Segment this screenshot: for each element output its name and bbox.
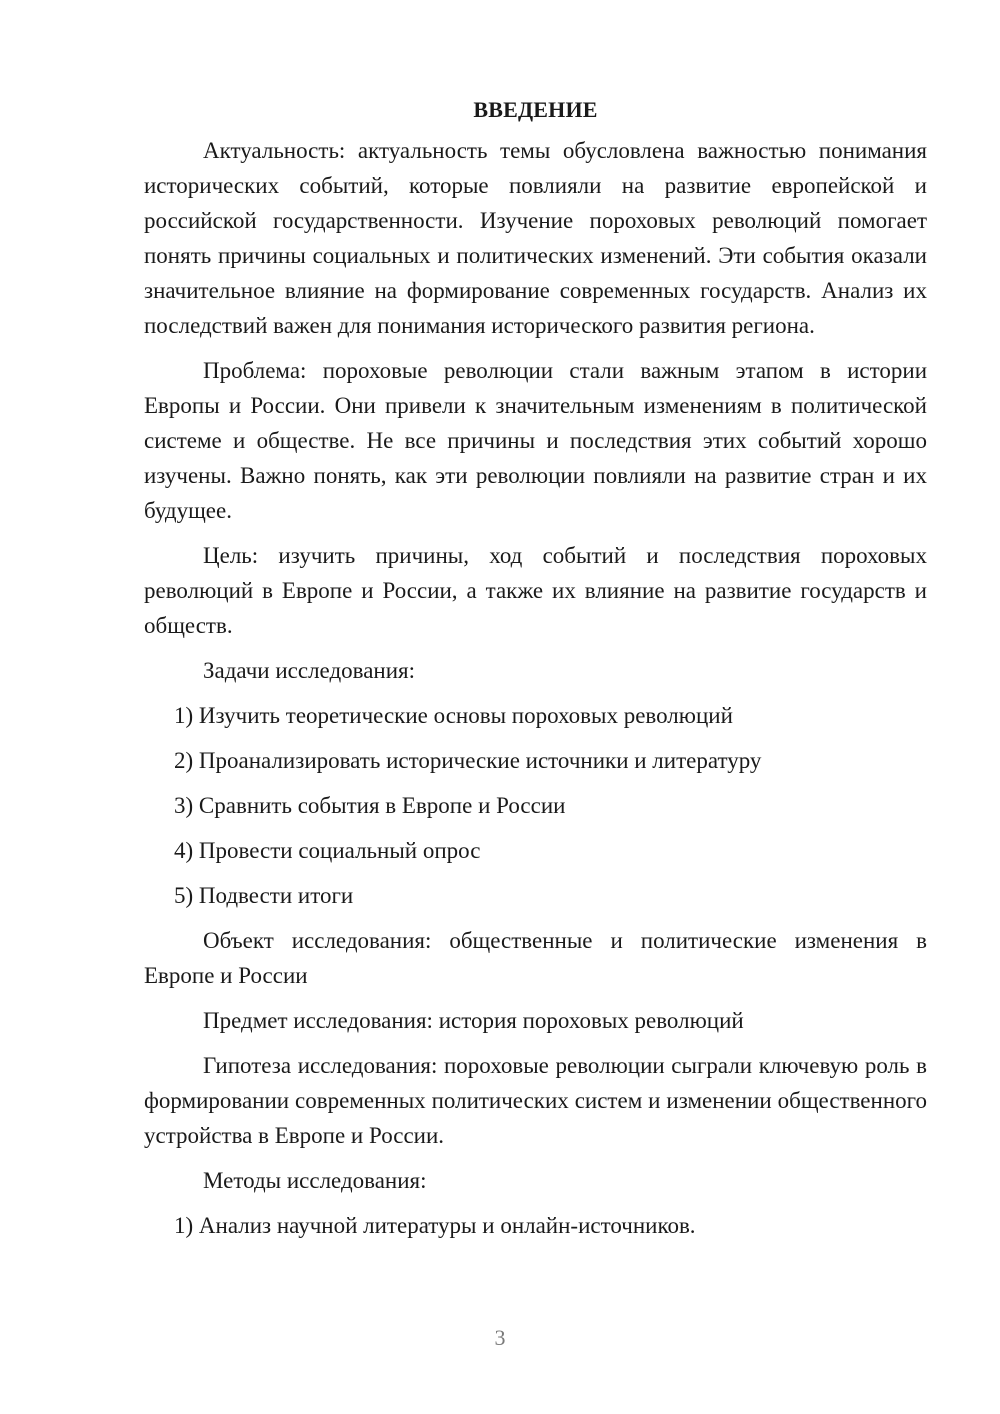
task-item: 3) Сравнить события в Европе и России	[174, 793, 566, 818]
relevance-paragraph: Актуальность: актуальность темы обусловлена важностью понимания исторических событий, которые повлияли на развитие европейской и российской государственности. Изучение пороховых революций помогает понять причины социальных и политических изменений. Эти события оказали значительное влияние на формирование современных государств. Анализ их последствий важен для понимания исторического развития региона.	[144, 138, 927, 338]
hypothesis-paragraph: Гипотеза исследования: пороховые революции сыграли ключевую роль в формировании современных политических систем и изменении общественного устройства в Европе и России.	[144, 1053, 927, 1148]
page-title: ВВЕДЕНИЕ	[473, 97, 598, 122]
subject-paragraph: Предмет исследования: история пороховых революций	[203, 1008, 744, 1033]
methods-heading: Методы исследования:	[203, 1168, 427, 1193]
document-page	[144, 92, 927, 1253]
page-number: 3	[494, 1325, 506, 1350]
problem-paragraph: Проблема: пороховые революции стали важным этапом в истории Европы и России. Они привели к значительным изменениям в политической системе и обществе. Не все причины и последствия этих событий хорошо изучены. Важно понять, как эти революции повлияли на развитие стран и их будущее.	[144, 358, 927, 523]
goal-paragraph: Цель: изучить причины, ход событий и последствия пороховых революций в Европе и России, а также их влияние на развитие государств и обществ.	[144, 543, 927, 638]
method-item: 1) Анализ научной литературы и онлайн-источников.	[174, 1213, 696, 1238]
tasks-heading: Задачи исследования:	[203, 658, 416, 683]
task-item: 2) Проанализировать исторические источники и литературу	[174, 748, 762, 773]
task-item: 5) Подвести итоги	[174, 883, 354, 908]
task-item: 1) Изучить теоретические основы пороховых революций	[174, 703, 733, 728]
task-item: 4) Провести социальный опрос	[174, 838, 481, 863]
object-paragraph: Объект исследования: общественные и политические изменения в Европе и России	[144, 928, 927, 988]
